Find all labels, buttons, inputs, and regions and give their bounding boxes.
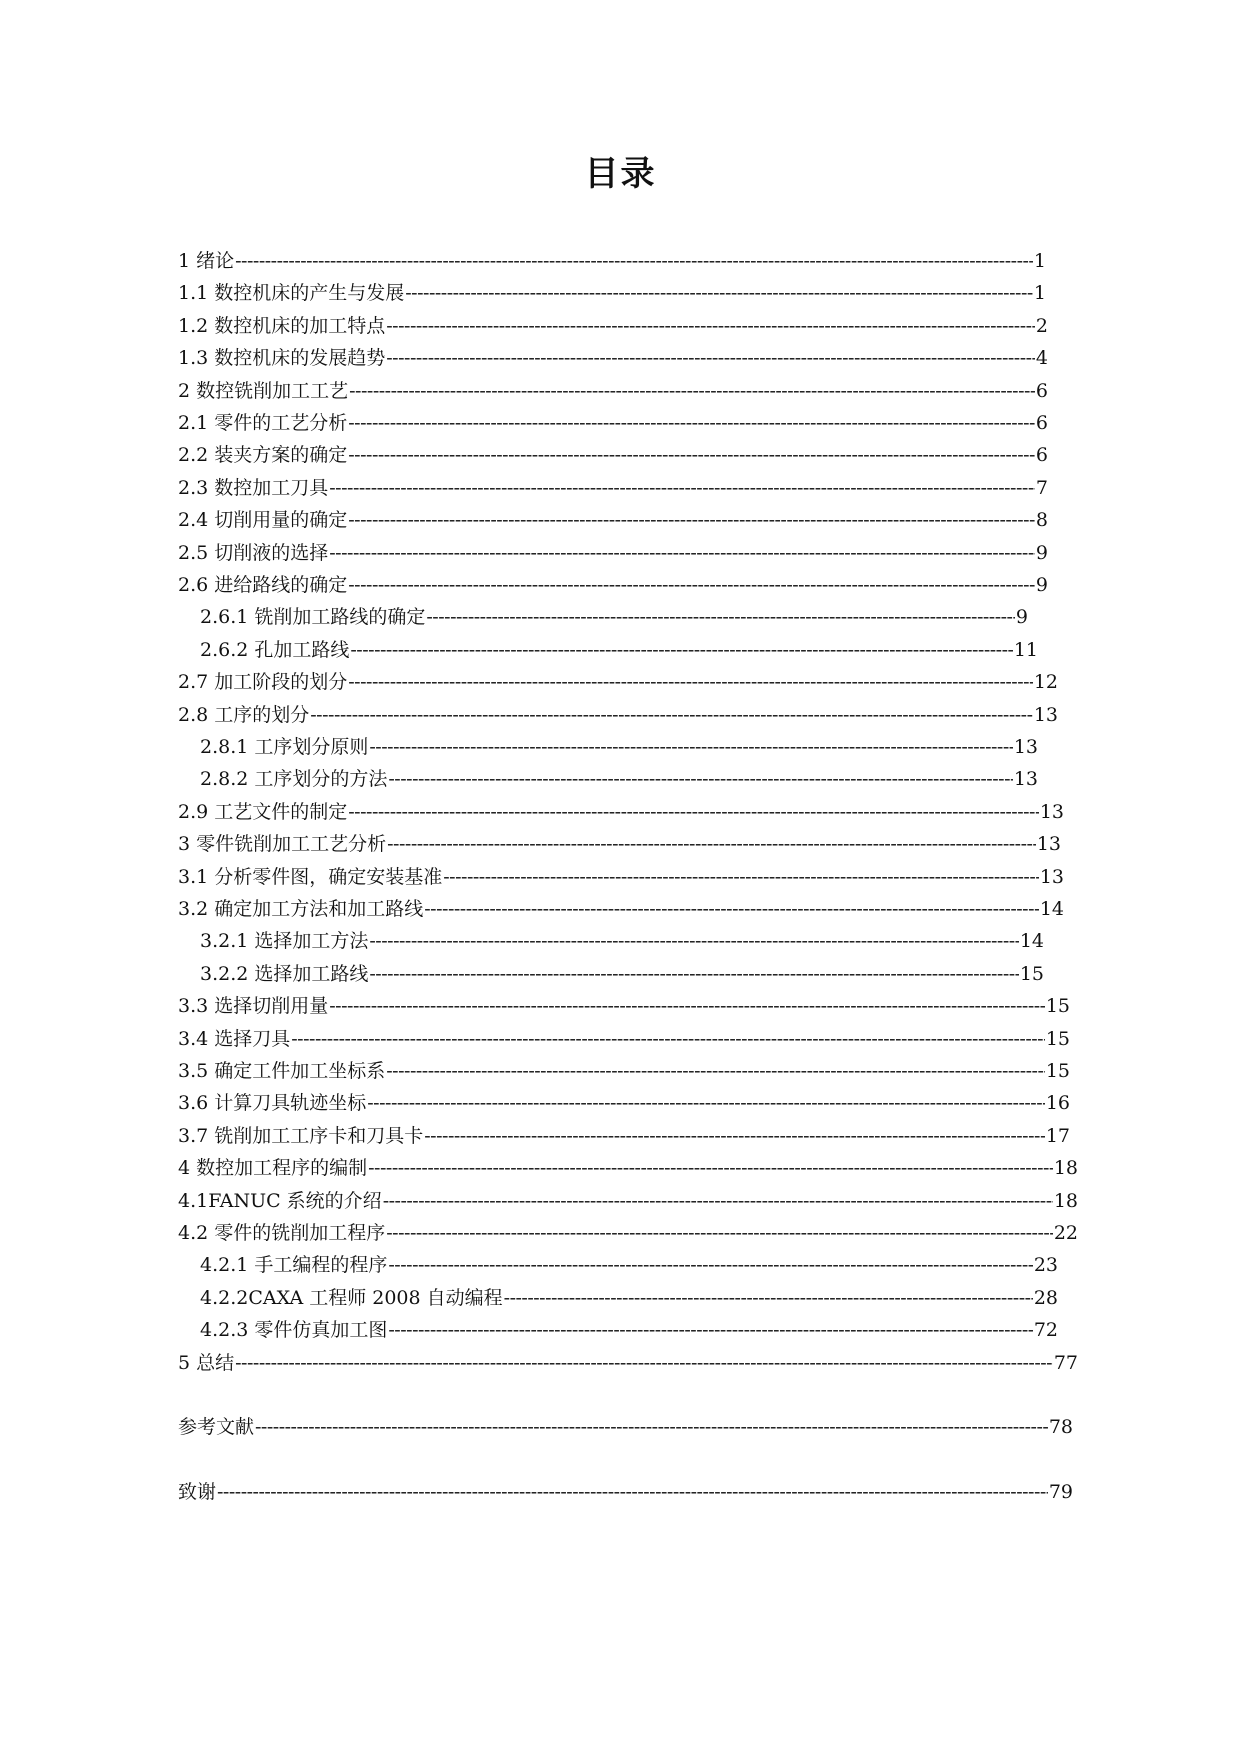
toc-entry-page-number: 79 [1048, 1481, 1073, 1504]
toc-entry-title: 2.3 数控加工刀具 [178, 476, 329, 499]
toc-entry-page-number: 8 [1035, 509, 1048, 532]
toc-entry [178, 1123, 1070, 1149]
toc-entry [178, 1058, 1070, 1084]
toc-entry-page-number: 13 [1013, 736, 1038, 758]
toc-leader-dashes [424, 1123, 1045, 1149]
toc-leader-dashes [426, 604, 1015, 630]
toc-entry [178, 1220, 1078, 1246]
toc-entry-page-number: 14 [1019, 930, 1044, 953]
toc-leader-dashes [388, 766, 1012, 792]
toc-entry-title: 4.2.3 零件仿真加工图 [200, 1319, 388, 1342]
toc-entry-page-number: 22 [1053, 1222, 1078, 1244]
toc-entry [200, 1317, 1058, 1343]
toc-entry-title: 2.6.2 孔加工路线 [200, 638, 350, 661]
toc-entry [178, 475, 1048, 501]
toc-leader-dashes [386, 1058, 1045, 1084]
toc-entry-page-number: 78 [1048, 1416, 1073, 1439]
toc-entry [178, 669, 1058, 695]
toc-entry-title: 2.8.1 工序划分原则 [200, 736, 369, 758]
toc-leader-dashes [348, 669, 1033, 695]
toc-entry-title: 2.5 切削液的选择 [178, 541, 329, 564]
toc-entry-title: 2.9 工艺文件的制定 [178, 800, 348, 823]
toc-entry [178, 1350, 1078, 1376]
toc-entry [200, 961, 1044, 987]
toc-leader-dashes [329, 993, 1045, 1019]
toc-entry [178, 572, 1048, 598]
toc-entry-title: 3.2.2 选择加工路线 [200, 962, 369, 985]
toc-entry [178, 540, 1048, 566]
toc-entry-title: 2 数控铣削加工工艺 [178, 379, 349, 402]
toc-entry [178, 864, 1064, 890]
toc-entry-title: 4.2.2CAXA 工程师 2008 自动编程 [200, 1286, 503, 1309]
toc-entry-page-number: 11 [1013, 638, 1038, 661]
toc-entry-page-number: 9 [1035, 541, 1048, 564]
toc-entry-title: 3.7 铣削加工工序卡和刀具卡 [178, 1124, 424, 1147]
toc-entry [178, 507, 1048, 533]
toc-leader-dashes [367, 1090, 1045, 1116]
toc-leader-dashes [348, 442, 1035, 468]
toc-entry [178, 1155, 1078, 1181]
toc-entry [178, 345, 1048, 371]
toc-entry-page-number: 6 [1035, 412, 1048, 434]
toc-leader-dashes [348, 799, 1039, 825]
toc-entry [178, 378, 1048, 404]
toc-entry-page-number: 2 [1035, 314, 1048, 337]
toc-leader-dashes [350, 637, 1012, 663]
toc-leader-dashes [329, 540, 1035, 566]
toc-entry [178, 799, 1064, 825]
toc-entry-title: 2.4 切削用量的确定 [178, 509, 348, 532]
toc-entry-page-number: 1 [1033, 250, 1046, 272]
toc-leader-dashes [388, 1252, 1032, 1278]
toc-entry-page-number: 72 [1033, 1319, 1058, 1342]
toc-entry-page-number: 12 [1033, 671, 1058, 694]
toc-leader-dashes [369, 928, 1018, 954]
toc-leader-dashes [405, 280, 1033, 306]
toc-entry-title: 3.6 计算刀具轨迹坐标 [178, 1092, 367, 1115]
toc-leader-dashes [443, 864, 1039, 890]
page-title: 目录 [584, 154, 657, 194]
toc-entry-title: 2.8 工序的划分 [178, 703, 310, 726]
toc-entry-page-number: 7 [1035, 476, 1048, 499]
toc-leader-dashes [235, 1350, 1053, 1376]
toc-entry-page-number: 13 [1013, 768, 1038, 791]
toc-leader-dashes [504, 1285, 1033, 1311]
toc-entry [178, 831, 1061, 857]
toc-entry [178, 442, 1048, 468]
toc-entry-page-number: 15 [1019, 962, 1044, 985]
toc-leader-dashes [291, 1026, 1045, 1052]
toc-entry-title: 3.5 确定工件加工坐标系 [178, 1060, 386, 1082]
toc-entry [178, 280, 1046, 306]
toc-entry-page-number: 1 [1033, 282, 1046, 305]
toc-entry [178, 410, 1048, 436]
toc-leader-dashes [217, 1479, 1048, 1505]
toc-entry-page-number: 15 [1045, 1027, 1070, 1050]
toc-leader-dashes [386, 313, 1035, 339]
toc-entry-title: 3.1 分析零件图，确定安装基准 [178, 865, 443, 888]
toc-entry-title: 2.1 零件的工艺分析 [178, 412, 348, 434]
toc-entry-title: 1.3 数控机床的发展趋势 [178, 347, 386, 370]
toc-entry [178, 1479, 1073, 1505]
toc-entry-title: 4.1FANUC 系统的介绍 [178, 1189, 382, 1212]
toc-leader-dashes [424, 896, 1039, 922]
toc-leader-dashes [383, 1188, 1053, 1214]
toc-entry [178, 1414, 1073, 1440]
toc-entry-page-number: 15 [1045, 995, 1070, 1018]
toc-entry [178, 1188, 1078, 1214]
toc-entry [200, 928, 1044, 954]
toc-entry-title: 2.6.1 铣削加工路线的确定 [200, 606, 426, 629]
toc-entry-title: 2.7 加工阶段的划分 [178, 671, 348, 694]
toc-entry-page-number: 16 [1045, 1092, 1070, 1115]
toc-entry-page-number: 28 [1033, 1286, 1058, 1309]
toc-entry-page-number: 18 [1053, 1189, 1078, 1212]
toc-entry-title: 4 数控加工程序的编制 [178, 1157, 368, 1180]
toc-entry [200, 1252, 1058, 1278]
toc-entry-page-number: 6 [1035, 379, 1048, 402]
toc-leader-dashes [387, 831, 1036, 857]
toc-entry-page-number: 4 [1035, 347, 1048, 370]
toc-entry [178, 993, 1070, 1019]
toc-entry-title: 2.6 进给路线的确定 [178, 574, 348, 596]
toc-leader-dashes [369, 734, 1012, 760]
toc-leader-dashes [255, 1414, 1048, 1440]
toc-leader-dashes [369, 961, 1018, 987]
toc-entry-page-number: 9 [1035, 574, 1048, 596]
toc-entry-page-number: 18 [1053, 1157, 1078, 1180]
toc-entry [200, 734, 1038, 760]
toc-entry-page-number: 13 [1039, 865, 1064, 888]
toc-entry-page-number: 13 [1039, 800, 1064, 823]
toc-entry-page-number: 9 [1015, 606, 1028, 629]
toc-entry-page-number: 13 [1036, 833, 1061, 856]
toc-entry-title: 3 零件铣削加工工艺分析 [178, 833, 387, 856]
toc-leader-dashes [348, 410, 1035, 436]
toc-entry-title: 4.2 零件的铣削加工程序 [178, 1222, 386, 1244]
toc-entry [178, 248, 1046, 274]
toc-entry-page-number: 13 [1033, 703, 1058, 726]
toc-entry [178, 702, 1058, 728]
toc-leader-dashes [368, 1155, 1053, 1181]
toc-entry-page-number: 14 [1039, 898, 1064, 920]
toc-entry-title: 4.2.1 手工编程的程序 [200, 1254, 388, 1277]
toc-entry [178, 1026, 1070, 1052]
toc-entry-title: 1.1 数控机床的产生与发展 [178, 282, 405, 305]
toc-entry-title: 5 总结 [178, 1351, 235, 1374]
toc-leader-dashes [386, 345, 1035, 371]
toc-leader-dashes [235, 248, 1033, 274]
toc-leader-dashes [386, 1220, 1053, 1246]
toc-entry-title: 1.2 数控机床的加工特点 [178, 314, 386, 337]
toc-entry-title: 参考文献 [178, 1416, 255, 1439]
toc-entry-page-number: 17 [1045, 1124, 1070, 1147]
toc-entry [200, 604, 1028, 630]
toc-leader-dashes [329, 475, 1035, 501]
toc-entry [200, 637, 1038, 663]
toc-entry-title: 2.8.2 工序划分的方法 [200, 768, 388, 791]
toc-entry [178, 1090, 1070, 1116]
toc-entry [178, 896, 1064, 922]
toc-entry-title: 2.2 装夹方案的确定 [178, 444, 348, 467]
toc-leader-dashes [348, 572, 1035, 598]
toc-entry-title: 1 绪论 [178, 250, 235, 272]
toc-leader-dashes [349, 378, 1035, 404]
toc-entry-title: 3.2 确定加工方法和加工路线 [178, 898, 424, 920]
toc-entry [178, 313, 1048, 339]
toc-leader-dashes [310, 702, 1033, 728]
toc-entry-page-number: 23 [1033, 1254, 1058, 1277]
toc-entry [200, 1285, 1058, 1311]
toc-entry-title: 3.2.1 选择加工方法 [200, 930, 369, 953]
toc-entry-page-number: 6 [1035, 444, 1048, 467]
toc-leader-dashes [388, 1317, 1032, 1343]
toc-leader-dashes [348, 507, 1035, 533]
toc-entry-page-number: 77 [1053, 1351, 1078, 1374]
toc-entry-title: 致谢 [178, 1481, 217, 1504]
toc-entry-title: 3.4 选择刀具 [178, 1027, 291, 1050]
toc-entry-title: 3.3 选择切削用量 [178, 995, 329, 1018]
toc-entry-page-number: 15 [1045, 1060, 1070, 1082]
toc-entry [200, 766, 1038, 792]
